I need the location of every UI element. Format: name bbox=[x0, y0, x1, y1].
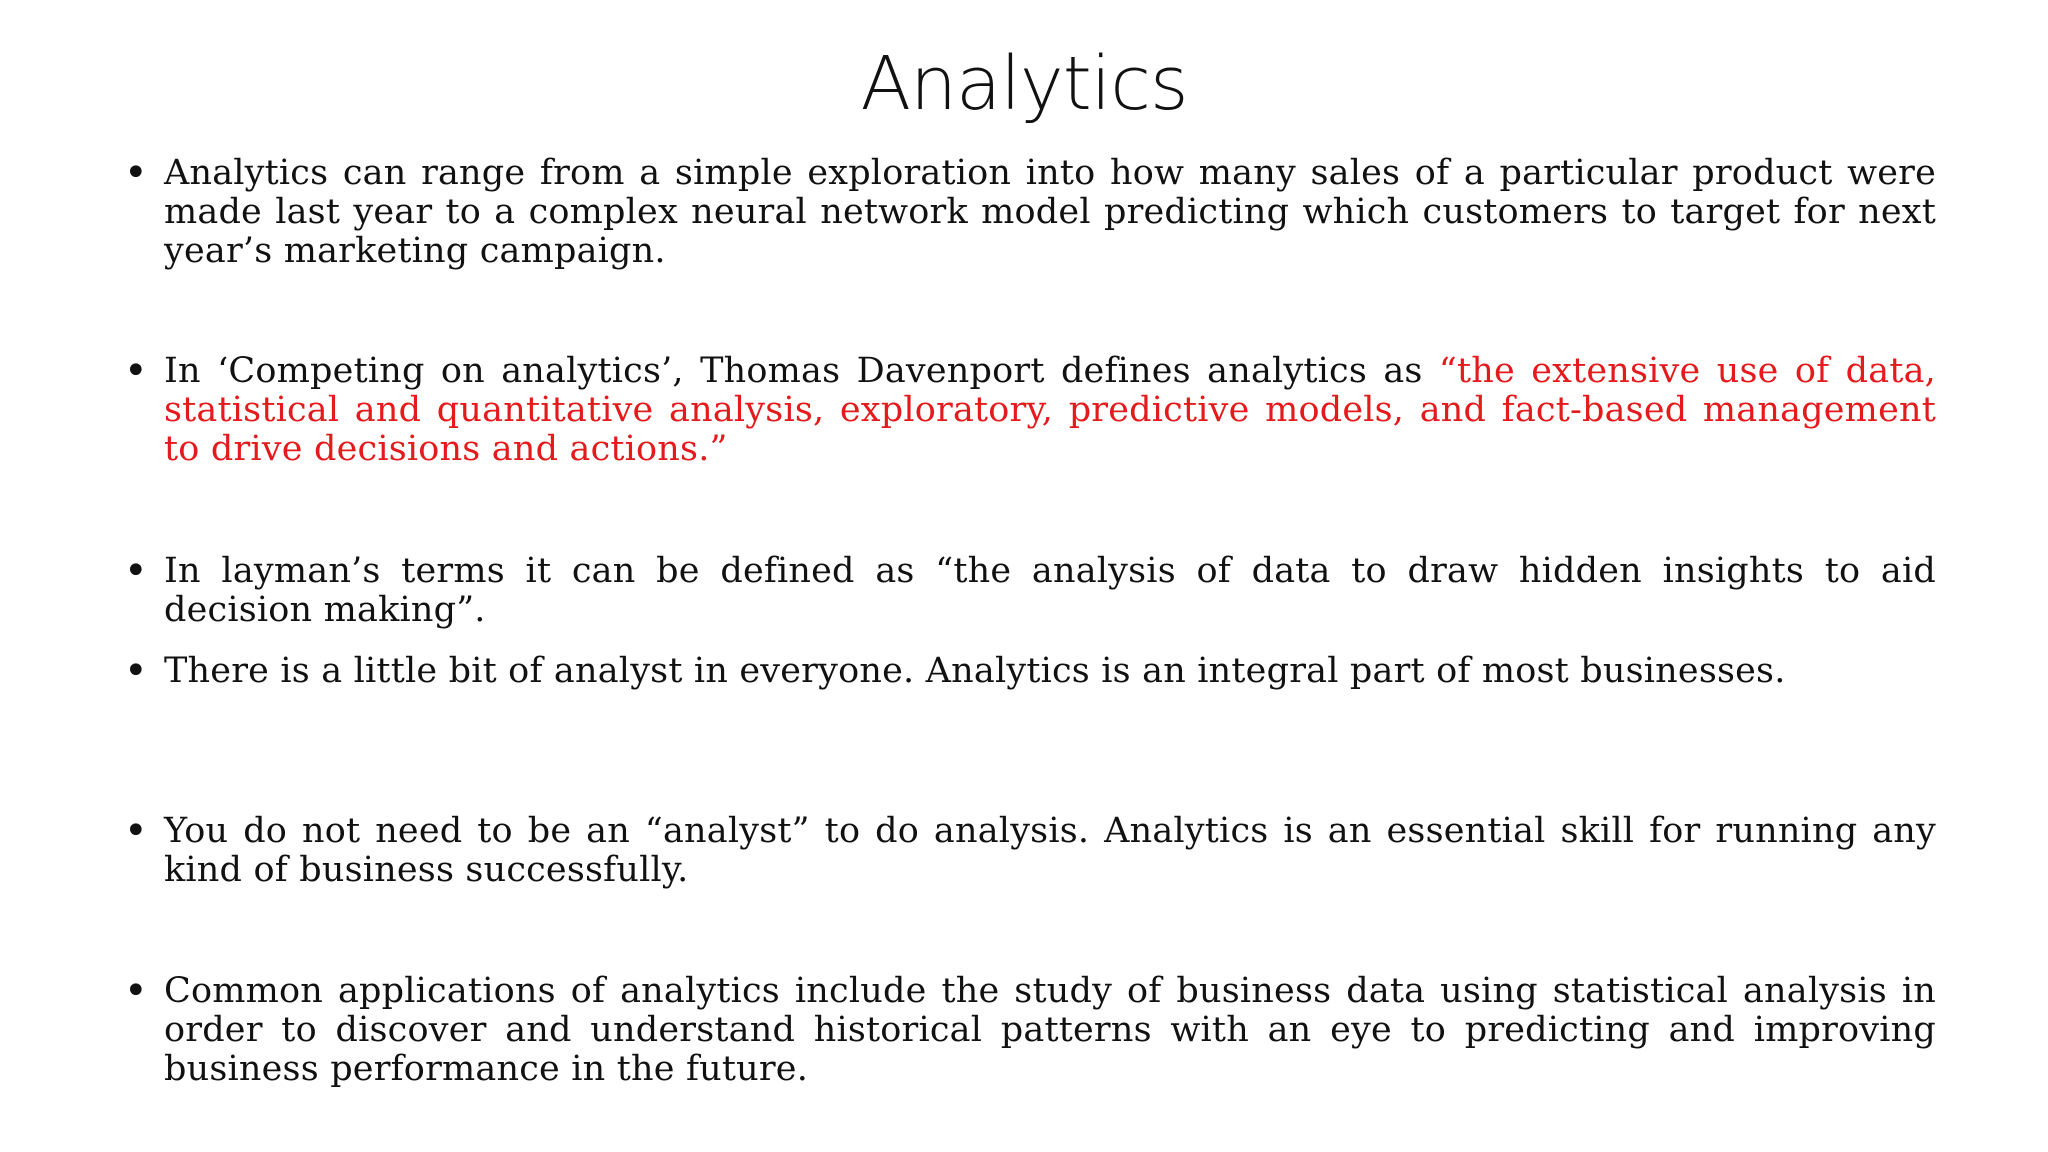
bullet-text bbox=[164, 352, 1936, 469]
bullet-text: Analytics can range from a simple exploration into how many sales of a particular product were made last year to a complex neural network model predicting which customers to target for next year’s marketing campaign. bbox=[164, 153, 1936, 271]
bullet-icon: • bbox=[124, 348, 148, 394]
bullet-icon: • bbox=[124, 648, 148, 694]
davenport-quote: “the extensive use of data, statistical and quantitative analysis, exploratory, predictive models, and fact-based management to drive decisions and actions.” bbox=[164, 351, 1936, 469]
bullet-icon: • bbox=[124, 548, 148, 594]
bullet-text: You do not need to be an “analyst” to do analysis. Analytics is an essential skill for running any kind of business successfully. bbox=[164, 811, 1936, 890]
bullet-text: There is a little bit of analyst in everyone. Analytics is an integral part of most businesses. bbox=[164, 651, 1786, 691]
bullet-icon: • bbox=[124, 968, 148, 1014]
bullet-icon: • bbox=[124, 150, 148, 196]
bullet-text: Common applications of analytics include the study of business data using statistical analysis in order to discover and understand historical patterns with an eye to predicting and improving business performance in the future. bbox=[164, 971, 1936, 1089]
bullet-icon: • bbox=[124, 808, 148, 854]
bullet-text: In layman’s terms it can be defined as “the analysis of data to draw hidden insights to aid decision making”. bbox=[164, 551, 1936, 630]
bullet-text-intro: In ‘Competing on analytics’, Thomas Davenport defines analytics as bbox=[164, 351, 1439, 391]
slide-title: Analytics bbox=[860, 41, 1188, 127]
